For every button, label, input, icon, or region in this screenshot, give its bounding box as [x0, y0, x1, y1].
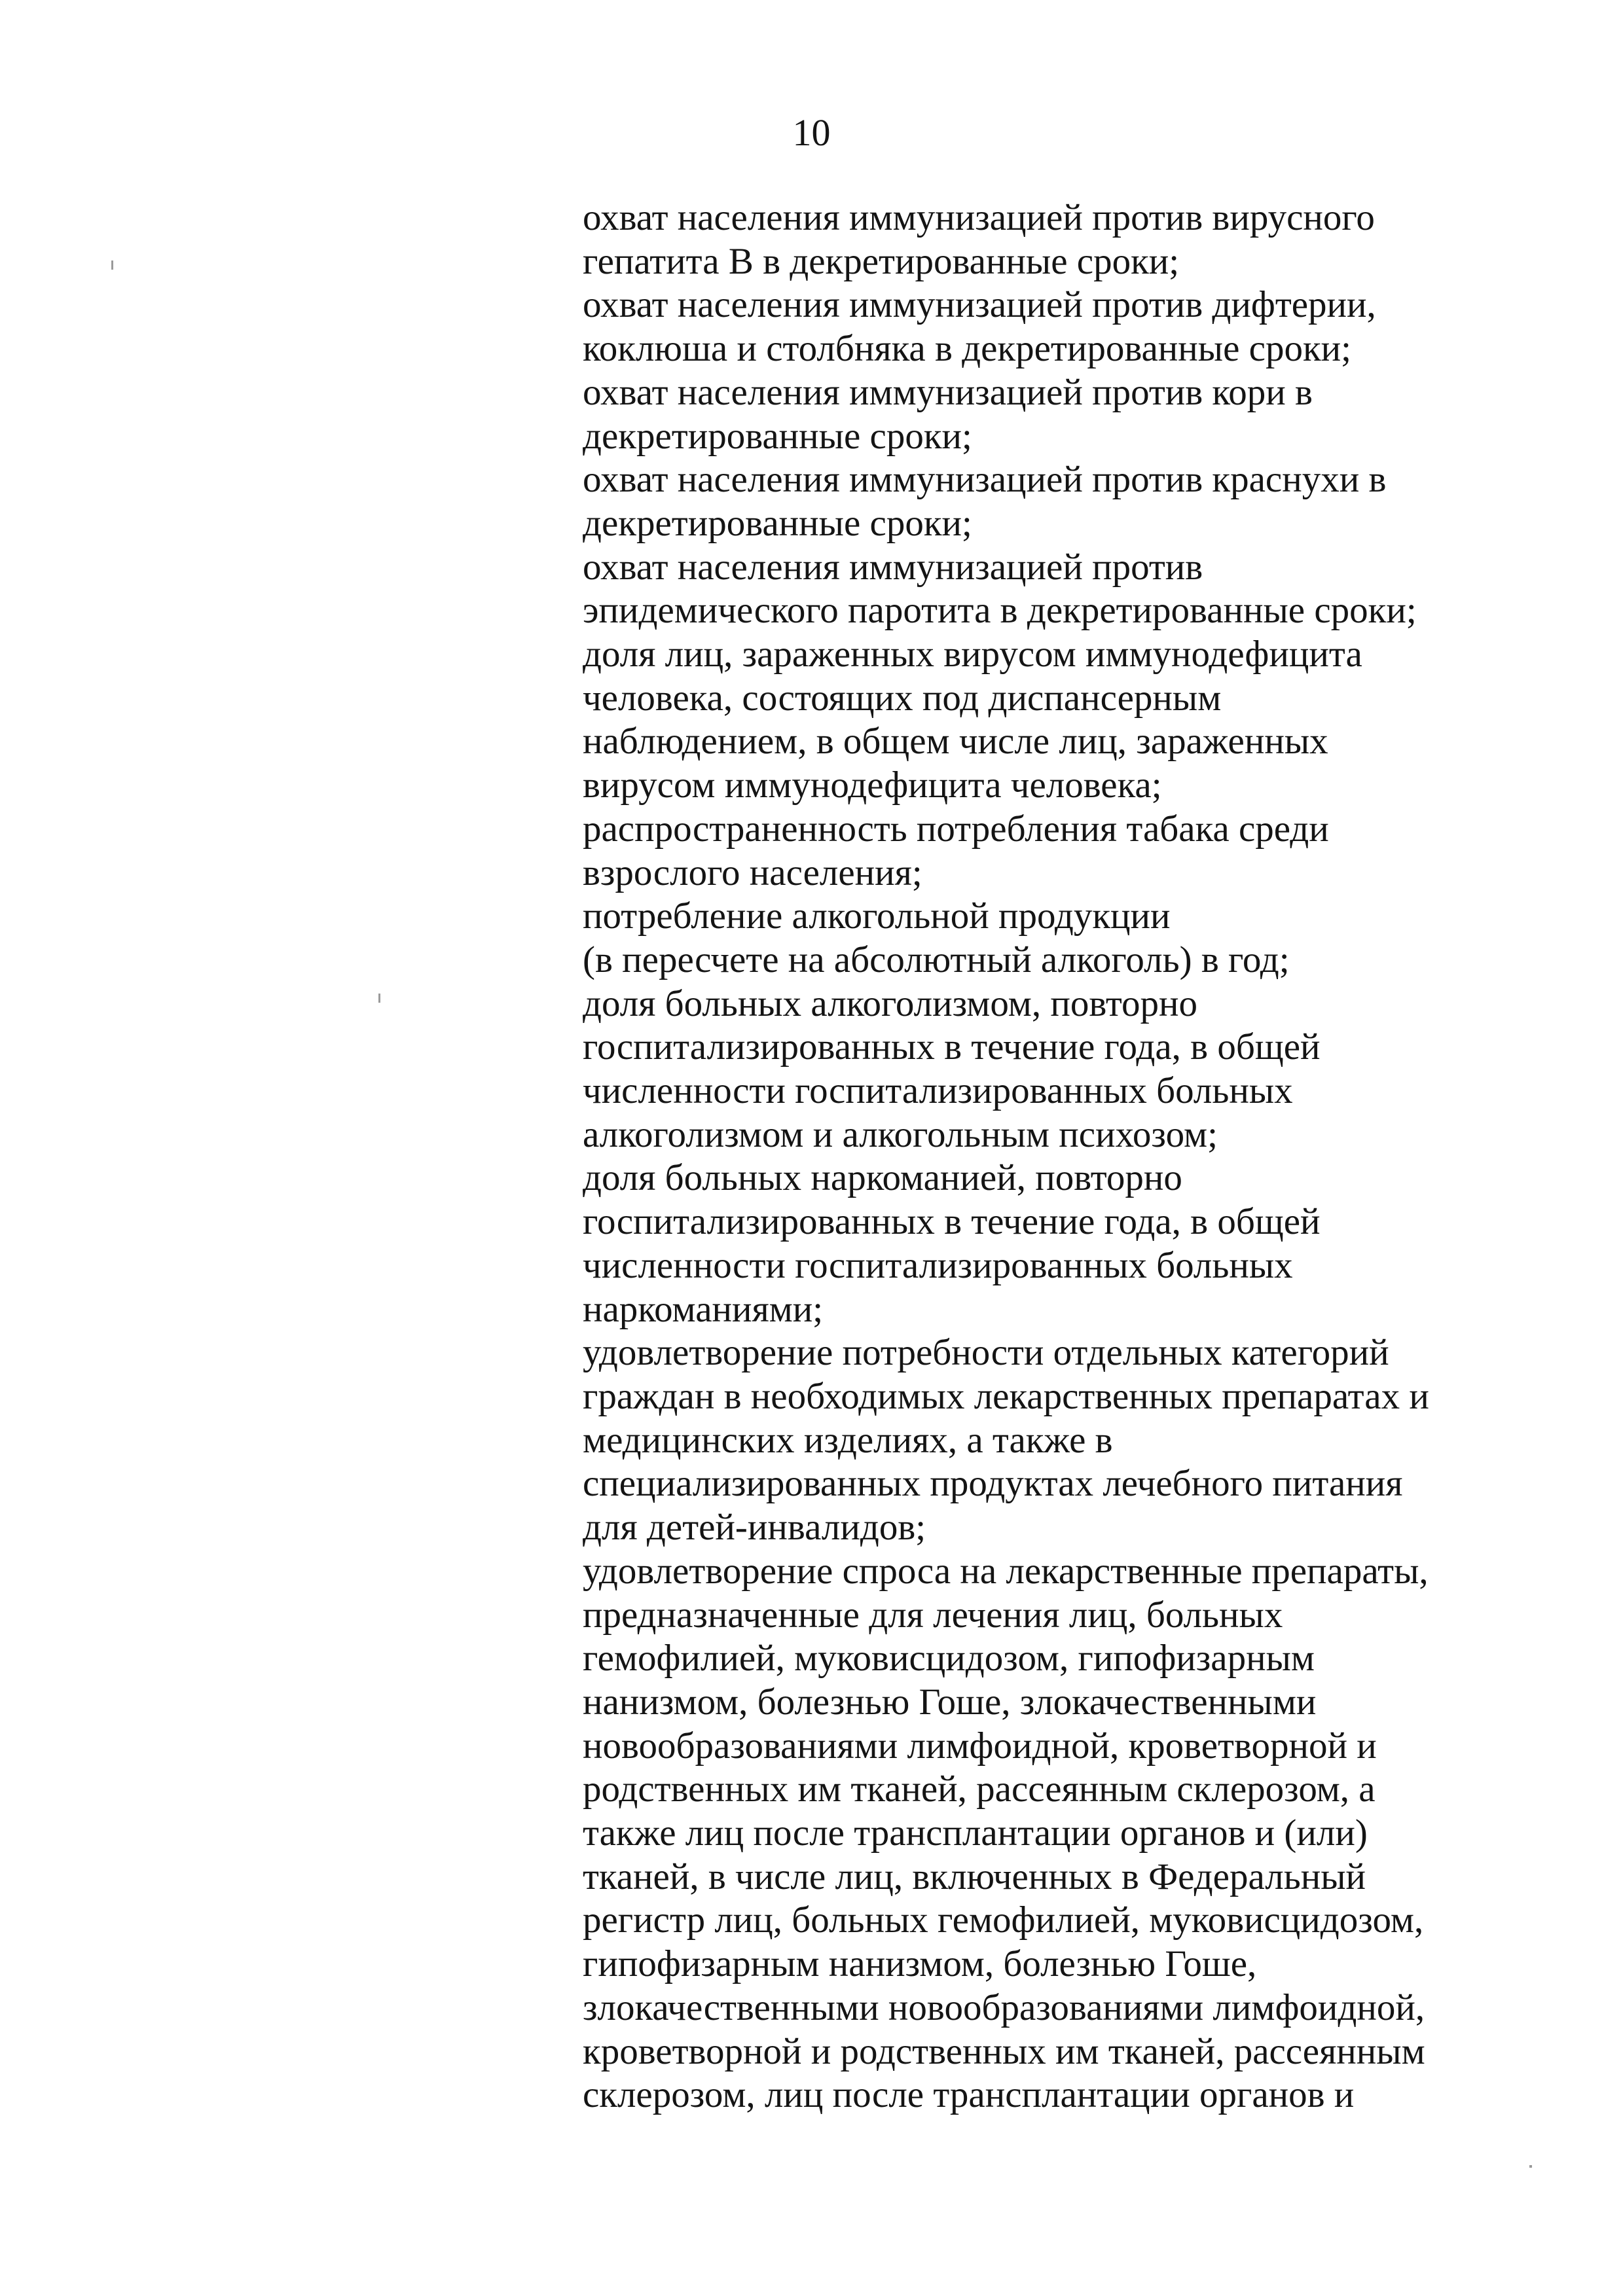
text-line: человека, состоящих под диспансерным — [583, 677, 1222, 719]
text-line: наблюдением, в общем числе лиц, зараженных — [583, 721, 1328, 762]
text-line: потребление алкогольной продукции — [583, 895, 1171, 937]
text-line: удовлетворение потребности отдельных категорий — [583, 1332, 1389, 1374]
text-line: специализированных продуктах лечебного питания — [583, 1463, 1403, 1505]
text-line: нанизмом, болезнью Гоше, злокачественными — [583, 1681, 1317, 1723]
text-line: доля больных алкоголизмом, повторно — [583, 982, 1198, 1024]
text-line: охват населения иммунизацией против вирусного — [583, 197, 1375, 238]
text-line: граждан в необходимых лекарственных препаратах и — [583, 1375, 1429, 1417]
text-line: охват населения иммунизацией против краснухи в — [583, 459, 1387, 501]
text-line: гемофилией, муковисцидозом, гипофизарным — [583, 1638, 1315, 1679]
body-text — [583, 196, 1512, 2117]
text-line: охват населения иммунизацией против дифтерии, — [583, 284, 1376, 326]
scan-speck — [111, 260, 113, 270]
text-line: склерозом, лиц после трансплантации органов и — [583, 2074, 1355, 2116]
text-line: численности госпитализированных больных — [583, 1070, 1293, 1112]
text-line: декретированные сроки; — [583, 415, 972, 457]
text-line: (в пересчете на абсолютный алкоголь) в год; — [583, 939, 1290, 980]
text-line: гепатита В в декретированные сроки; — [583, 240, 1180, 282]
text-line: также лиц после трансплантации органов и (или) — [583, 1812, 1368, 1854]
text-line: тканей, в числе лиц, включенных в Федеральный — [583, 1856, 1366, 1897]
text-line: численности госпитализированных больных — [583, 1244, 1293, 1286]
scan-speck — [1529, 2165, 1532, 2168]
text-line: гипофизарным нанизмом, болезнью Гоше, — [583, 1943, 1257, 1985]
text-line: алкоголизмом и алкогольным психозом; — [583, 1113, 1218, 1155]
text-line: доля больных наркоманией, повторно — [583, 1157, 1182, 1199]
text-line: распространенность потребления табака среди — [583, 808, 1329, 850]
text-line: эпидемического паротита в декретированные сроки; — [583, 590, 1417, 632]
text-line: охват населения иммунизацией против — [583, 546, 1203, 588]
text-line: охват населения иммунизацией против кори в — [583, 371, 1313, 413]
text-line: доля лиц, зараженных вирусом иммунодефицита — [583, 634, 1362, 675]
text-line: родственных им тканей, рассеянным склерозом, а — [583, 1768, 1376, 1810]
text-line: коклюша и столбняка в декретированные сроки; — [583, 328, 1351, 370]
text-line: декретированные сроки; — [583, 502, 972, 544]
text-line: новообразованиями лимфоидной, кроветворной и — [583, 1725, 1377, 1767]
text-line: для детей-инвалидов; — [583, 1507, 926, 1549]
text-line: наркоманиями; — [583, 1288, 824, 1330]
text-line: медицинских изделиях, а также в — [583, 1419, 1113, 1461]
page-number: 10 — [792, 111, 831, 154]
text-line: удовлетворение спроса на лекарственные препараты, — [583, 1550, 1429, 1592]
text-line: кроветворной и родственных им тканей, рассеянным — [583, 2030, 1425, 2072]
scan-speck — [378, 994, 380, 1003]
text-line: вирусом иммунодефицита человека; — [583, 764, 1162, 806]
text-line: госпитализированных в течение года, в общей — [583, 1201, 1321, 1243]
text-line: злокачественными новообразованиями лимфоидной, — [583, 1986, 1425, 2028]
text-line: госпитализированных в течение года, в общей — [583, 1026, 1321, 1068]
text-line: предназначенные для лечения лиц, больных — [583, 1594, 1283, 1636]
text-line: регистр лиц, больных гемофилией, муковисцидозом, — [583, 1899, 1424, 1941]
text-line: взрослого населения; — [583, 852, 922, 893]
